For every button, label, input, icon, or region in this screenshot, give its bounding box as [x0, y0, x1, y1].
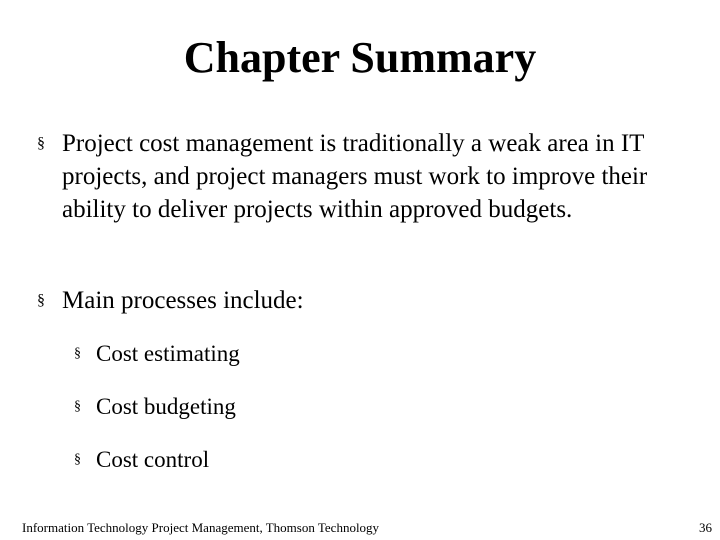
- bullet-item: [37, 127, 697, 226]
- sub-bullet-item: [74, 392, 674, 422]
- sub-bullet-text: Cost control: [96, 447, 210, 472]
- page-number: 36: [699, 520, 712, 535]
- footer-source: Information Technology Project Management, Thomson Technology: [22, 520, 380, 535]
- bullet-marker-icon: §: [37, 135, 45, 152]
- bullet-item: [37, 284, 697, 317]
- slide-title: Chapter Summary: [183, 33, 537, 82]
- bullet-marker-icon: §: [74, 399, 81, 414]
- bullet-text: Project cost management is traditionally a weak area in IT projects, and project managers must work to improve their ability to deliver projects within approved budgets.: [62, 130, 648, 223]
- sub-bullet-text: Cost budgeting: [96, 394, 236, 419]
- bullet-marker-icon: §: [74, 452, 81, 467]
- bullet-text: Main processes include:: [62, 287, 304, 314]
- sub-bullet-item: [74, 339, 674, 369]
- bullet-marker-icon: §: [74, 346, 81, 361]
- sub-bullet-item: [74, 445, 674, 475]
- sub-bullet-text: Cost estimating: [96, 341, 240, 366]
- bullet-marker-icon: §: [37, 292, 45, 309]
